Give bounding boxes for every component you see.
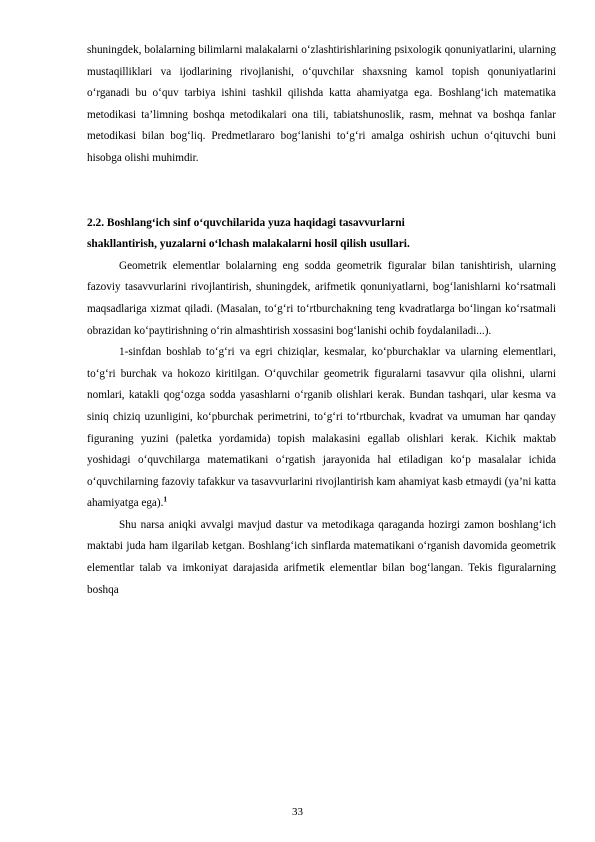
page-body: [87, 40, 556, 601]
paragraph-geometric-elements: Geometrik elementlar bolalarning eng sodda geometrik figuralar bilan tanishtirish, ularning fazoviy tasavvurlarini rivojlantirish, shuningdek, arifmetik qonuniyatlarni, bog‘lanishlarni ko‘rsatmali maqsadlariga xizmat qiladi. (Masalan, to‘g‘ri to‘rtburchakning teng kvadratlarga bo‘lingan ko‘rsatmali obrazidan ko‘paytirishning o‘rin almashtirish xossasini bog‘lanishi ochib foydalaniladi...).: [87, 259, 556, 337]
page-number: 33: [292, 806, 303, 818]
section-heading-line-2: shakllantirish, yuzalarni o‘lchash malakalarni hosil qilish usullari.: [87, 238, 410, 251]
footnote-reference[interactable]: 1: [163, 494, 168, 504]
paragraph-modern-school: Shu narsa aniqki avvalgi mavjud dastur va metodikaga qaraganda hozirgi zamon boshlang‘ich maktabi juda ham ilgarilab ketgan. Boshlang‘ich sinflarda matematikani o‘rganish davomida geometrik elementlar talab va imkoniyat darajasida arifmetik elementlar bilan bog‘langan. Tekis figuralarning boshqa: [87, 518, 556, 596]
section-heading-line-1: 2.2. Boshlang‘ich sinf o‘quvchilarida yuza haqidagi tasavvurlarni: [87, 216, 405, 229]
section-heading: [87, 213, 556, 256]
paragraph-first-grade-text: 1-sinfdan boshlab to‘g‘ri va egri chiziqlar, kesmalar, ko‘pburchaklar va ularning elementlari, to‘g‘ri burchak va hokozo kiritilgan. O‘quvchilar geometrik figuralarni tasavvur qila olishni, ularni nomlari, katakli qog‘ozga sodda yasashlarni o‘rganib olishlari kerak. Bundan tashqari, ular kesma va siniq chiziq uzunligini, ko‘pburchak perimetrini, to‘g‘ri to‘rtburchak, kvadrat va umuman har qanday figuraning yuzini (paletka yordamida) topish malakasini egallab olishlari kerak. Kichik maktab yoshidagi o‘quvchilarga matematikani o‘rgatish jarayonida hal etiladigan ko‘p masalalar ichida o‘quvchilarning fazoviy tafakkur va tasavvurlarini rivojlantirish kam ahamiyat kasb etmaydi (ya’ni katta ahamiyatga ega).: [87, 346, 556, 510]
paragraph-first-grade: [87, 342, 556, 515]
paragraph-continued: shuningdek, bolalarning bilimlarni malakalarni o‘zlashtirishlarining psixologik qonuniyatlarini, ularning mustaqilliklari va ijodlarining rivojlanishi, o‘quvchilar shaxsning kamol topish qonuniyatlarini o‘rganadi bu o‘quv tarbiya ishini tashkil qilishda katta ahamiyatga ega. Boshlang‘ich matematika metodikasi ta’limning boshqa metodikalari ona tili, tabiatshunoslik, rasm, mehnat va boshqa fanlar metodikasi bilan bog‘liq. Predmetlararo bog‘lanishi to‘g‘ri amalga oshirish uchun o‘qituvchi buni hisobga olishi muhimdir.: [87, 44, 556, 164]
section-spacer: [87, 170, 556, 213]
